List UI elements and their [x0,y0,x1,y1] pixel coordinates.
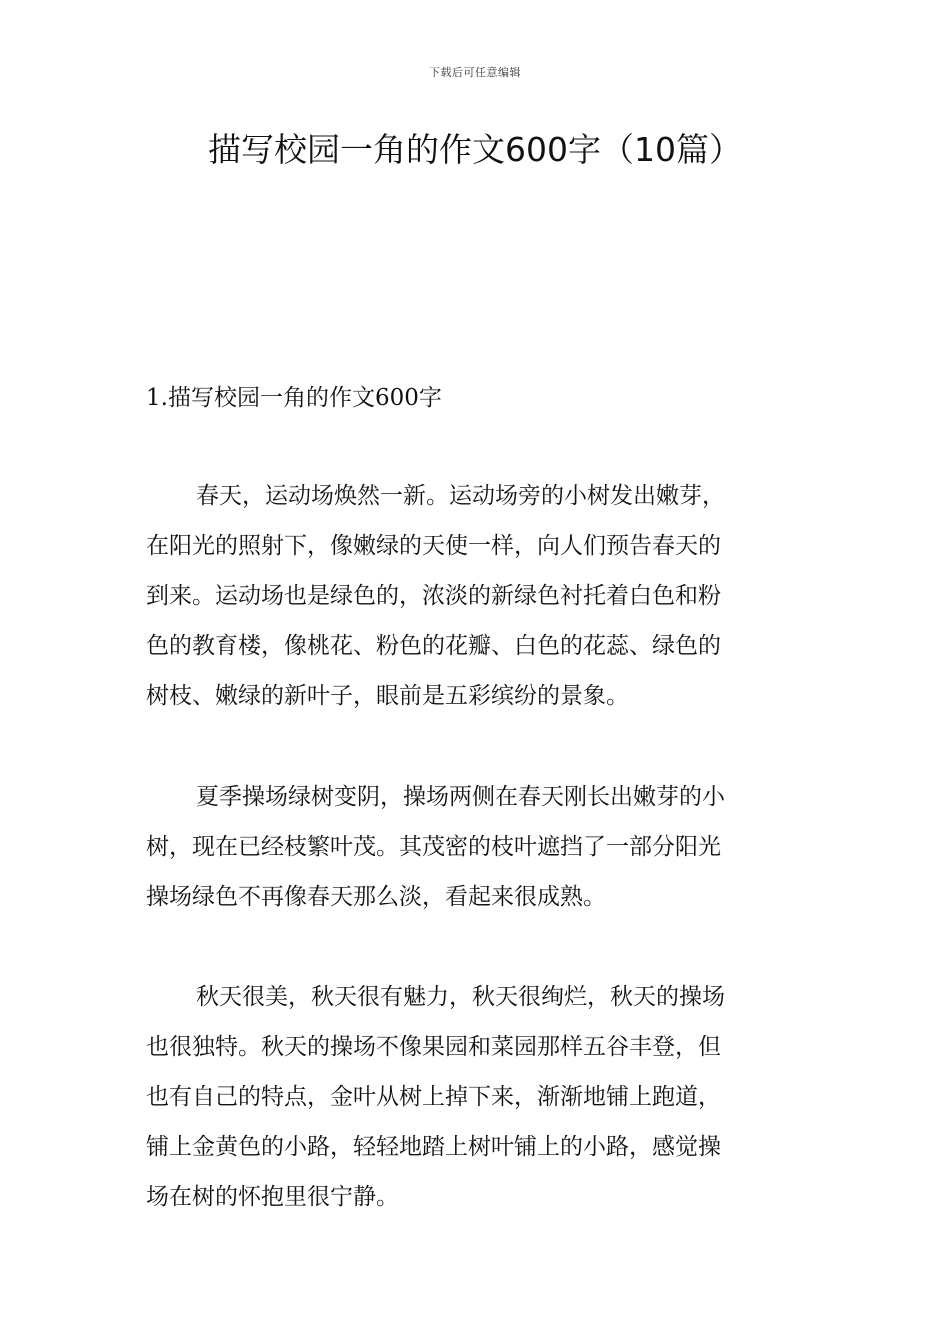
paragraph-summer [146,772,806,922]
paragraph-line: 场在树的怀抱里很宁静。 [146,1184,399,1210]
paragraph-line: 树枝、嫩绿的新叶子，眼前是五彩缤纷的景象。 [146,683,629,709]
paragraph-line: 春天，运动场焕然一新。运动场旁的小树发出嫩芽， [196,483,725,509]
paragraph-line: 在阳光的照射下，像嫩绿的天使一样，向人们预告春天的 [146,533,721,559]
paragraph-line: 树，现在已经枝繁叶茂。其茂密的枝叶遮挡了一部分阳光 [146,834,721,860]
paragraph-line: 秋天很美，秋天很有魅力，秋天很绚烂，秋天的操场 [196,984,725,1010]
document-title: 描写校园一角的作文600字（10篇） [208,130,742,169]
paragraph-autumn [146,972,806,1222]
paragraph-line: 夏季操场绿树变阴，操场两侧在春天刚长出嫩芽的小 [196,784,725,810]
section-heading: 1.描写校园一角的作文600字 [146,385,442,411]
paragraph-line: 到来。运动场也是绿色的，浓淡的新绿色衬托着白色和粉 [146,583,721,609]
paragraph-line: 铺上金黄色的小路，轻轻地踏上树叶铺上的小路，感觉操 [146,1134,721,1160]
paragraph-line: 也很独特。秋天的操场不像果园和菜园那样五谷丰登，但 [146,1034,721,1060]
paragraph-line: 也有自己的特点，金叶从树上掉下来，渐渐地铺上跑道， [146,1084,721,1110]
paragraph-line: 色的教育楼，像桃花、粉色的花瓣、白色的花蕊、绿色的 [146,633,721,659]
paragraph-line: 操场绿色不再像春天那么淡，看起来很成熟。 [146,884,606,910]
paragraph-spring [146,471,806,721]
header-note: 下载后可任意编辑 [429,66,521,79]
